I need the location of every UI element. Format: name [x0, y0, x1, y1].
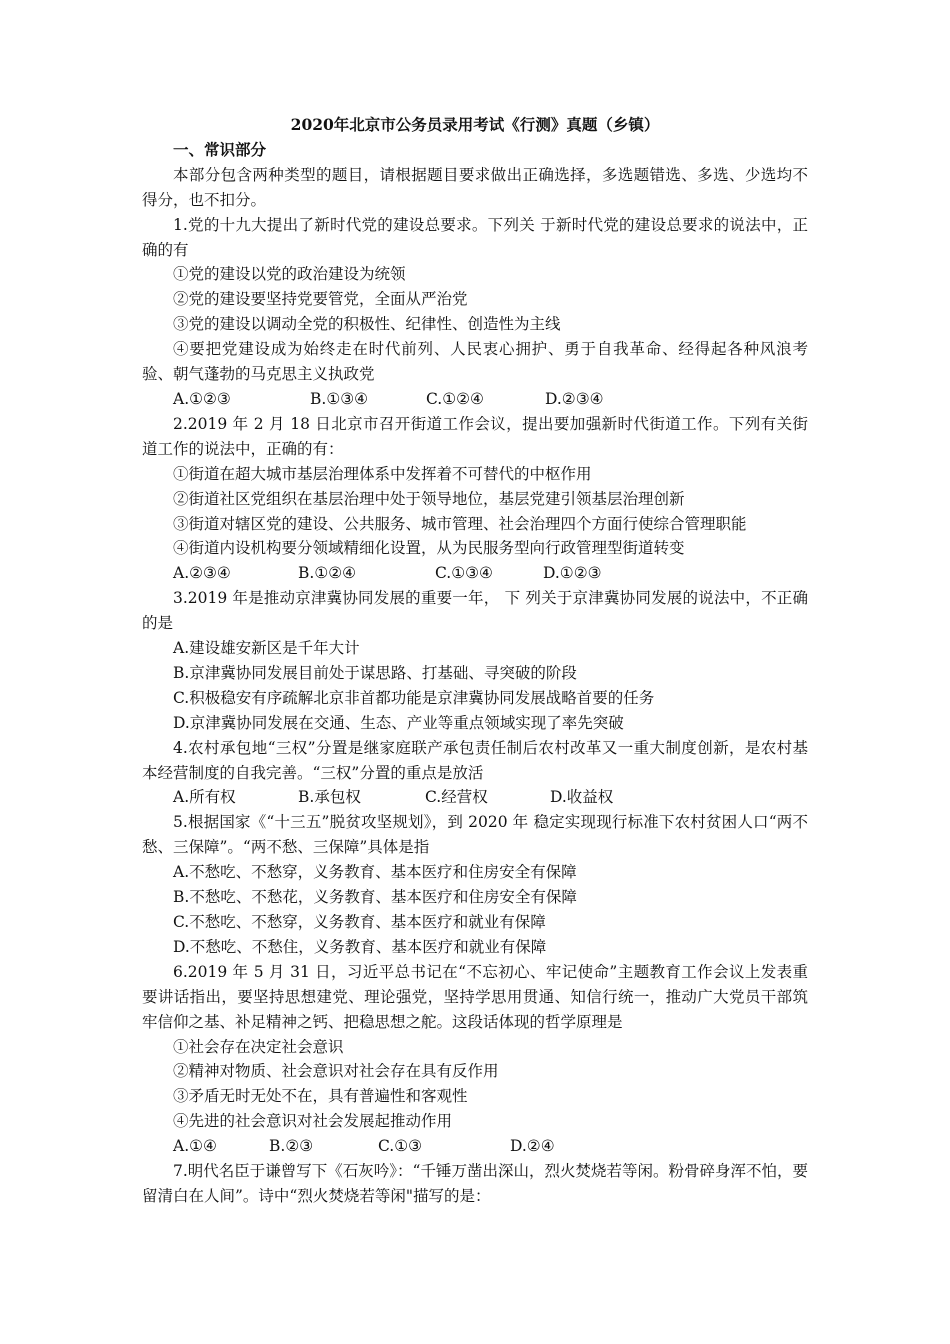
- intro-paragraph: 本部分包含两种类型的题目，请根据题目要求做出正确选择，多选题错选、多选、少选均不得分，也不扣分。: [142, 165, 808, 209]
- question-6-item: ③矛盾无时无处不在，具有普遍性和客观性: [173, 1087, 468, 1106]
- question-2-stem: 2.2019 年 2 月 18 日北京市召开街道工作会议，提出要加强新时代街道工作。下列有关街道工作的说法中，正确的有：: [142, 414, 808, 458]
- question-5-option: C.不愁吃、不愁穿，义务教育、基本医疗和就业有保障: [173, 913, 546, 931]
- option: B.承包权: [298, 788, 361, 807]
- question-1-item: ④要把党建设成为始终走在时代前列、人民衷心拥护、勇于自我革命、经得起各种风浪考验、朝气蓬勃的马克思主义执政党: [142, 340, 808, 384]
- question-5-option: A.不愁吃、不愁穿，义务教育、基本医疗和住房安全有保障: [173, 863, 577, 882]
- question-1-options: [142, 387, 808, 412]
- question-6-options: [142, 1134, 808, 1159]
- question-2-options: [142, 561, 808, 586]
- section-heading: 一、常识部分: [173, 139, 267, 159]
- question-3-option: B.京津冀协同发展目前处于谋思路、打基础、寻突破的阶段: [173, 663, 577, 682]
- question-3-stem: 3.2019 年是推动京津冀协同发展的重要一年， 下 列关于京津冀协同发展的说法中，不正确的是: [142, 589, 808, 633]
- question-6-item: ④先进的社会意识对社会发展起推动作用: [173, 1112, 453, 1131]
- question-2-item: ②街道社区党组织在基层治理中处于领导地位，基层党建引领基层治理创新: [173, 489, 685, 508]
- option: C.①③④: [435, 564, 493, 583]
- option: B.②③: [269, 1137, 314, 1156]
- question-6-item: ②精神对物质、社会意识对社会存在具有反作用: [173, 1062, 499, 1081]
- question-1-item: ①党的建设以党的政治建设为统领: [173, 265, 406, 284]
- option: D.①②③: [543, 564, 602, 583]
- option: C.经营权: [425, 788, 488, 807]
- option: B.①③④: [310, 389, 369, 408]
- option: A.所有权: [173, 788, 236, 807]
- question-1-item: ②党的建设要坚持党要管党，全面从严治党: [173, 290, 468, 309]
- option: C.①③: [378, 1137, 423, 1156]
- question-6-item: ①社会存在决定社会意识: [173, 1037, 344, 1056]
- option: D.收益权: [550, 788, 614, 807]
- question-5-stem: 5.根据国家《“十三五”脱贫攻坚规划》，到 2020 年 稳定实现现行标准下农村贫困人口“两不愁、三保障”。“两不愁、三保障”具体是指: [142, 813, 808, 857]
- question-1-stem: 1.党的十九大提出了新时代党的建设总要求。下列关 于新时代党的建设总要求的说法中，正确的有: [142, 215, 808, 259]
- question-7-stem: 7.明代名臣于谦曾写下《石灰吟》：“千锤万凿出深山，烈火焚烧若等闲。粉骨碎身浑不怕，要留清白在人间”。诗中“烈火焚烧若等闲"描写的是：: [142, 1162, 808, 1205]
- question-3-option: A.建设雄安新区是千年大计: [173, 639, 360, 658]
- option: D.②④: [510, 1137, 555, 1156]
- question-4-options: [142, 785, 808, 810]
- question-1-item: ③党的建设以调动全党的积极性、纪律性、创造性为主线: [173, 315, 561, 334]
- question-3-option: D.京津冀协同发展在交通、生态、产业等重点领域实现了率先突破: [173, 713, 624, 732]
- option: D.②③④: [545, 389, 604, 408]
- question-2-item: ①街道在超大城市基层治理体系中发挥着不可替代的中枢作用: [173, 464, 592, 483]
- question-6-stem: 6.2019 年 5 月 31 日，习近平总书记在“不忘初心、牢记使命”主题教育工作会议上发表重要讲话指出，要坚持思想建党、理论强党，坚持学思用贯通、知信行统一，推动广大党员干部筑牢信仰之基、补足精神之钙、把稳思想之舵。这段话体现的哲学原理是: [142, 962, 808, 1031]
- question-2-item: ④街道内设机构要分领域精细化设置，从为民服务型向行政管理型街道转变: [173, 539, 685, 558]
- question-5-option: B.不愁吃、不愁花，义务教育、基本医疗和住房安全有保障: [173, 888, 577, 907]
- document-title: 2020年北京市公务员录用考试《行测》真题（乡镇）: [290, 115, 660, 134]
- option: A.①④: [173, 1137, 217, 1156]
- document-page: [142, 113, 808, 1209]
- option: A.②③④: [173, 564, 231, 583]
- option: A.①②③: [173, 389, 231, 408]
- question-4-stem: 4.农村承包地“三权”分置是继家庭联产承包责任制后农村改革又一重大制度创新，是农村基本经营制度的自我完善。“三权”分置的重点是放活: [142, 738, 808, 782]
- option: B.①②④: [298, 564, 357, 583]
- option: C.①②④: [426, 389, 484, 408]
- question-3-option: C.积极稳安有序疏解北京非首都功能是京津冀协同发展战略首要的任务: [173, 688, 655, 707]
- question-5-option: D.不愁吃、不愁住，义务教育、基本医疗和就业有保障: [173, 937, 547, 956]
- question-2-item: ③街道对辖区党的建设、公共服务、城市管理、社会治理四个方面行使综合管理职能: [173, 514, 747, 533]
